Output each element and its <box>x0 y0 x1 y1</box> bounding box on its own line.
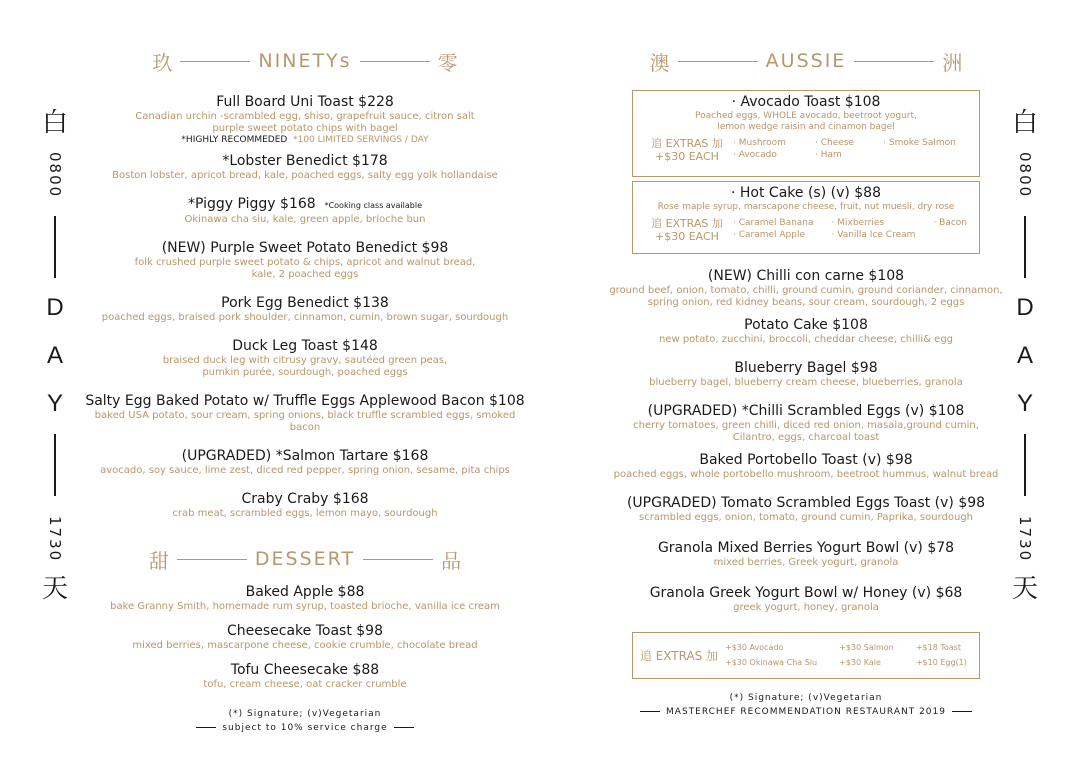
item-name: Baked Apple $88 <box>245 584 365 600</box>
item-desc: Canadian urchin -scrambled egg, shiso, grapefruit sauce, citron salt <box>135 111 475 122</box>
item-desc: mixed berries, Greek yogurt, granola <box>713 557 899 568</box>
item-name: Salty Egg Baked Potato w/ Truffle Eggs Applewood Bacon $108 <box>85 393 525 409</box>
extra-option: · Mushroom <box>733 138 786 148</box>
heading-cjk-left: 甜 <box>148 548 169 573</box>
heading-cjk-left: 玖 <box>152 50 173 75</box>
item-desc: mixed berries, mascarpone cheese, cookie crumble, chocolate bread <box>132 640 478 651</box>
menu-item <box>80 94 530 146</box>
right-menu-column <box>600 40 1012 719</box>
item-name: Craby Craby $168 <box>241 491 369 507</box>
heading-rule <box>177 559 247 560</box>
item-name: (UPGRADED) Tomato Scrambled Eggs Toast (v) $98 <box>626 495 986 511</box>
menu-item <box>600 403 1012 444</box>
extra-option: +$30 Okinawa Cha Siu <box>725 658 818 667</box>
item-name: Baked Portobello Toast (v) $98 <box>699 452 913 468</box>
item-desc: ground beef, onion, tomato, chilli, ground cumin, ground coriander, cinnamon, <box>609 285 1003 296</box>
item-desc: purple sweet potato chips with bagel <box>212 123 398 134</box>
side-char-bottom: 天 <box>1011 574 1038 605</box>
section-heading-ninetys <box>80 48 530 74</box>
item-name: Duck Leg Toast $148 <box>232 338 378 354</box>
side-time-end: 1730 <box>1016 516 1034 563</box>
item-desc: Boston lobster, apricot bread, kale, poached eggs, salty egg yolk hollandaise <box>112 170 498 181</box>
extra-option: · Mixberries <box>831 218 885 228</box>
item-name: (UPGRADED) *Chilli Scrambled Eggs (v) $108 <box>647 403 965 419</box>
heading-title: DESSERT <box>254 548 356 570</box>
extra-option: · Vanilla Ice Cream <box>831 230 916 240</box>
side-char-bottom: 天 <box>41 574 68 605</box>
item-desc: cherry tomatoes, green chilli, diced red onion, masala,ground cumin, <box>633 420 979 431</box>
item-desc: new potato, zucchini, broccoli, cheddar cheese, chilli& egg <box>658 334 954 345</box>
item-desc: poached eggs, whole portobello mushroom, beetroot hummus, walnut bread <box>613 469 999 480</box>
signature-legend: (*) Signature; (v)Vegetarian <box>228 709 382 719</box>
extras-options <box>725 640 979 670</box>
extra-option: · Avocado <box>733 150 777 160</box>
extra-option: +$10 Egg(1) <box>915 658 967 667</box>
extra-option: +$30 Salmon <box>839 643 894 652</box>
side-divider <box>1024 434 1026 496</box>
menu-item <box>80 448 530 477</box>
menu-item <box>600 540 1012 569</box>
menu-item <box>600 360 1012 389</box>
side-divider <box>54 216 56 278</box>
menu-item <box>80 153 530 182</box>
extra-option <box>933 229 971 241</box>
menu-item <box>600 268 1012 309</box>
side-time-start: 0800 <box>46 152 64 199</box>
menu-item <box>600 585 1012 614</box>
item-name: (NEW) Purple Sweet Potato Benedict $98 <box>161 240 449 256</box>
heading-rule <box>854 61 934 62</box>
side-divider <box>1024 216 1026 278</box>
item-desc: crab meat, scrambled eggs, lemon mayo, sourdough <box>172 508 438 519</box>
highly-recommended-note: *HIGHLY RECOMMEDED <box>181 135 288 145</box>
item-name: Cheesecake Toast $98 <box>226 623 383 639</box>
extras-label: 追 EXTRAS 加 +$30 EACH <box>651 217 723 243</box>
side-char-top: 白 <box>1011 108 1038 138</box>
signature-legend: (*) Signature; (v)Vegetarian <box>729 693 883 703</box>
item-name: *Piggy Piggy $168 <box>187 196 316 212</box>
menu-item <box>600 452 1012 481</box>
item-desc: lemon wedge raisin and cinamon bagel <box>717 122 895 132</box>
heading-rule <box>678 61 758 62</box>
item-name: · Hot Cake (s) (v) $88 <box>730 185 881 201</box>
extra-option: · Cheese <box>815 138 855 148</box>
item-name: Tofu Cheesecake $88 <box>230 662 380 678</box>
item-name: Full Board Uni Toast $228 <box>216 94 394 110</box>
side-time-start: 0800 <box>1016 152 1034 199</box>
item-desc: poached eggs, braised pork shoulder, cinnamon, cumin, brown sugar, sourdough <box>101 312 509 323</box>
extra-option <box>883 149 971 161</box>
side-divider <box>54 434 56 496</box>
extra-option: · Smoke Salmon <box>883 138 956 148</box>
limited-servings-note: *100 LIMITED SERVINGS / DAY <box>293 135 429 145</box>
heading-rule <box>180 61 250 62</box>
side-letter-d: D <box>46 294 64 322</box>
item-desc: kale, 2 poached eggs <box>251 269 359 280</box>
section-heading-aussie <box>600 48 1012 74</box>
hot-cake-box <box>632 181 980 254</box>
side-letter-a: A <box>1016 342 1033 370</box>
item-name: Granola Mixed Berries Yogurt Bowl (v) $78 <box>657 540 955 556</box>
left-menu-column <box>80 40 530 735</box>
extra-option: · Bacon <box>933 218 967 228</box>
side-letter-y: Y <box>46 390 63 418</box>
menu-item <box>80 295 530 324</box>
item-desc: greek yogurt, honey, granola <box>733 602 879 613</box>
menu-item <box>80 196 530 226</box>
extras-label: 追 EXTRAS 加 +$30 EACH <box>651 137 723 163</box>
item-desc: pumkin purée, sourdough, poached eggs <box>202 367 408 378</box>
section-heading-dessert <box>80 546 530 572</box>
item-desc: bake Granny Smith, homemade rum syrup, toasted brioche, vanilla ice cream <box>110 601 500 612</box>
side-letter-y: Y <box>1016 390 1033 418</box>
item-desc: blueberry bagel, blueberry cream cheese, blueberries, granola <box>649 377 963 388</box>
extras-options <box>733 137 971 161</box>
extras-label: 追 EXTRAS 加 <box>639 648 719 663</box>
item-desc: Rose maple syrup, marscapone cheese, fruit, nut muesli, dry rose <box>657 202 955 212</box>
left-side-bar <box>35 108 75 604</box>
dessert-item <box>80 623 530 652</box>
heading-rule <box>360 61 430 62</box>
extra-option: +$18 Toast <box>915 643 961 652</box>
item-name: Pork Egg Benedict $138 <box>221 295 389 311</box>
item-desc: scrambled eggs, onion, tomato, ground cumin, Paprika, sourdough <box>638 512 973 523</box>
item-name: (UPGRADED) *Salmon Tartare $168 <box>181 448 429 464</box>
item-desc: baked USA potato, sour cream, spring onions, black truffle scrambled eggs, smoked bacon <box>94 410 516 433</box>
item-desc: spring onion, red kidney beans, sour cream, sourdough, 2 eggs <box>647 297 965 308</box>
heading-title: NINETYs <box>258 50 352 72</box>
heading-title: AUSSIE <box>765 50 847 72</box>
item-name: Blueberry Bagel $98 <box>734 360 878 376</box>
item-desc: tofu, cream cheese, oat cracker crumble <box>203 679 407 690</box>
heading-cjk-right: 品 <box>441 548 462 573</box>
cooking-class-note: *Cooking class available <box>324 201 423 210</box>
dessert-item <box>80 584 530 613</box>
extras-box <box>632 632 980 679</box>
item-name: *Lobster Benedict $178 <box>222 153 388 169</box>
extra-option: · Caramel Apple <box>733 230 806 240</box>
masterchef-note: MASTERCHEF RECOMMENDATION RESTAURANT 2019 <box>600 705 1012 719</box>
dessert-item <box>80 662 530 691</box>
item-desc: Cilantro, eggs, charcoal toast <box>732 432 880 443</box>
extra-option: +$30 Kale <box>839 658 881 667</box>
item-name: Granola Greek Yogurt Bowl w/ Honey (v) $68 <box>649 585 963 601</box>
heading-cjk-right: 零 <box>437 50 458 75</box>
item-name: Potato Cake $108 <box>744 317 868 333</box>
service-charge-note: subject to 10% service charge <box>80 721 530 735</box>
menu-item <box>80 240 530 281</box>
item-name: · Avocado Toast $108 <box>731 94 881 110</box>
item-desc: Poached eggs, WHOLE avocado, beetroot yogurt, <box>695 111 917 121</box>
extra-option: · Ham <box>815 150 842 160</box>
item-name-row <box>80 196 530 214</box>
item-desc: avocado, soy sauce, lime zest, diced red pepper, spring onion, sesame, pita chips <box>100 465 510 476</box>
item-name: (NEW) Chilli con carne $108 <box>707 268 905 284</box>
extras-row <box>633 137 979 163</box>
side-letter-a: A <box>46 342 63 370</box>
heading-cjk-right: 洲 <box>942 50 963 75</box>
side-char-top: 白 <box>41 108 68 138</box>
item-desc: braised duck leg with citrusy gravy, sautéed green peas, <box>162 355 448 366</box>
side-letter-d: D <box>1016 294 1034 322</box>
menu-item <box>80 393 530 434</box>
item-desc: Okinawa cha siu, kale, green apple, brioche bun <box>184 214 426 225</box>
menu-item <box>80 338 530 379</box>
heading-rule <box>363 559 433 560</box>
extra-option: +$30 Avocado <box>725 643 784 652</box>
menu-item <box>600 317 1012 346</box>
extra-option: · Caramel Banana <box>733 218 814 228</box>
extras-row <box>633 217 979 243</box>
extras-options <box>733 217 971 241</box>
item-note <box>80 135 530 146</box>
menu-item <box>80 491 530 520</box>
item-desc: folk crushed purple sweet potato & chips, apricot and walnut bread, <box>134 257 476 268</box>
side-time-end: 1730 <box>46 516 64 563</box>
menu-item <box>600 495 1012 524</box>
heading-cjk-left: 澳 <box>649 50 670 75</box>
avocado-toast-box <box>632 90 980 177</box>
